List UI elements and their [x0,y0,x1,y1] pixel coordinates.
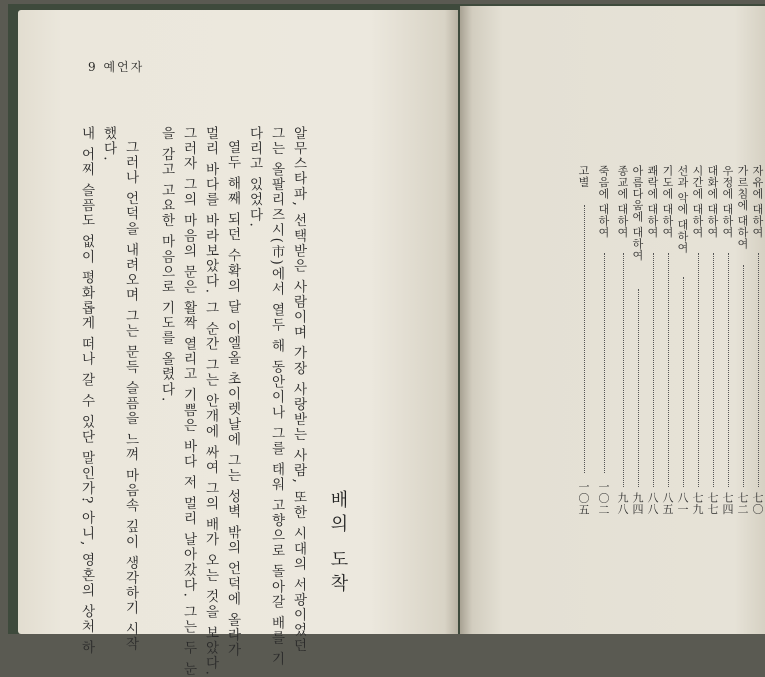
toc-page: 七〇 [751,492,764,515]
toc-entry [752,165,763,515]
toc-entry [707,165,718,515]
toc-page: 九八 [616,492,629,515]
toc-entry [662,165,673,515]
toc-page: 八八 [646,492,659,515]
body-column-6: 그러자 그의 마음의 문은 활짝 열리고 기쁨은 바다 저 멀리 날아갔다. 그는 두 눈 [180,126,197,677]
toc-label: 고별 [577,165,590,188]
toc-leader [727,253,729,487]
toc-entry [722,165,733,515]
toc-leader [712,253,714,487]
toc-page: 八五 [661,492,674,515]
toc-label: 대화에 대하여 [706,165,719,238]
toc-label: 가르침에 대하여 [736,165,749,250]
toc-leader [757,253,759,487]
toc-label: 쾌락에 대하여 [646,165,659,238]
toc-leader [622,253,624,487]
toc-page: 一〇五 [577,480,590,515]
toc-entry [737,165,748,515]
toc-label: 아름다움에 대하여 [631,165,644,261]
toc-label: 우정에 대하여 [721,165,734,238]
body-column-4: 열두 해째 되던 수확의 달 이엘올 초이렛날에 그는 성벽 밖의 언덕에 올라가 [224,140,241,658]
toc-label: 자유에 대하여 [751,165,764,238]
body-column-8: 그러나 언덕을 내려오며 그는 문득 슬픔을 느껴 마음속 깊이 생각하기 시작 [122,140,139,652]
toc-page: 七二 [736,492,749,515]
toc-page: 七四 [721,492,734,515]
toc-leader [667,253,669,487]
toc-leader [652,253,654,487]
running-head: 9 예언자 [88,60,145,74]
body-column-7: 을 감고 고요한 마음으로 기도를 올렸다. [158,126,175,403]
toc-label: 기도에 대하여 [661,165,674,238]
toc-label: 시간에 대하여 [691,165,704,238]
body-column-5: 멀리 바다를 바라보았다. 그 순간 그는 안개에 싸여 그의 배가 오는 것을 보았다. [202,126,219,677]
toc-page: 一〇二 [597,480,610,515]
toc-leader [682,277,684,487]
toc-leader [603,253,605,473]
body-column-3: 다리고 있었다. [246,126,263,229]
toc-label: 선과 악에 대하여 [676,165,689,254]
toc-entry [692,165,703,515]
body-column-10: 내 어찌 슬픔도 없이 평화롭게 떠나 갈 수 있단 말인가? 아니, 영혼의 상처 하 [78,126,95,656]
body-column-1: 알무스타파, 선택받은 사람이며 가장 사랑받는 사람, 또한 시대의 서광이었던 [290,126,307,654]
toc-entry [677,165,688,515]
toc-leader [742,265,744,487]
toc-label: 죽음에 대하여 [597,165,610,238]
body-column-9: 했다. [100,126,117,163]
toc-page: 七七 [706,492,719,515]
toc-page: 九四 [631,492,644,515]
toc-entry [578,165,589,515]
toc-leader [637,289,639,487]
toc-entry [647,165,658,515]
toc-entry [632,165,643,515]
toc-page: 七九 [691,492,704,515]
toc-leader [583,205,585,473]
body-column-2: 그는 올팔리즈시(市)에서 열두 해 동안이나 그를 태워 고향으로 돌아갈 배를 기 [268,126,285,667]
toc-leader [697,253,699,487]
chapter-title: 배의 도착 [327,490,349,598]
toc-page: 八一 [676,492,689,515]
toc-label: 종교에 대하여 [616,165,629,238]
toc-entry [598,165,609,515]
right-page [460,6,765,634]
toc-entry [617,165,628,515]
